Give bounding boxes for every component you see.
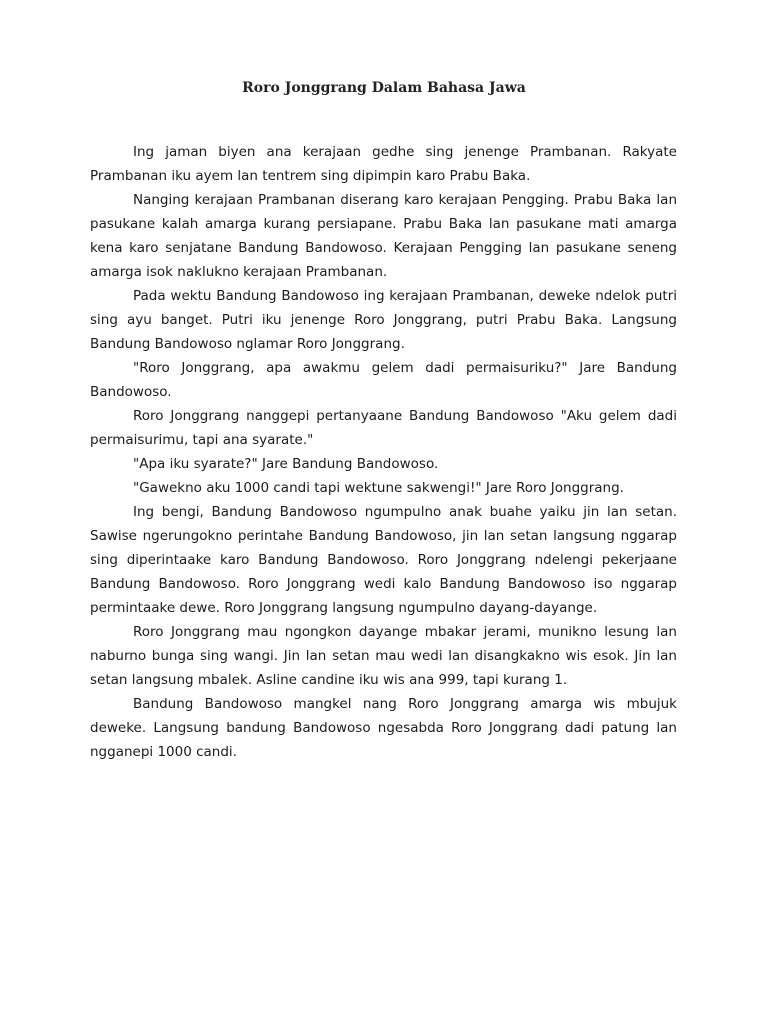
paragraph: Roro Jonggrang mau ngongkon dayange mbakar jerami, munikno lesung lan naburno bunga sing wangi. Jin lan setan mau wedi lan disangkakno wis esok. Jin lan setan langsung mbalek. Asline candine iku wis ana 999, tapi kurang 1.	[90, 624, 677, 688]
paragraph: Ing bengi, Bandung Bandowoso ngumpulno anak buahe yaiku jin lan setan. Sawise ngerungokno perintahe Bandung Bandowoso, jin lan setan langsung nggarap sing diperintaake karo Bandung Bandowoso. Roro Jonggrang ndelengi pekerjaane Bandung Bandowoso. Roro Jonggrang wedi kalo Bandung Bandowoso iso nggarap permintaake dewe. Roro Jonggrang langsung ngumpulno dayang-dayange.	[90, 504, 677, 616]
paragraph: "Gawekno aku 1000 candi tapi wektune sakwengi!" Jare Roro Jonggrang.	[133, 480, 624, 496]
paragraph: Pada wektu Bandung Bandowoso ing kerajaan Prambanan, deweke ndelok putri sing ayu banget. Putri iku jenenge Roro Jonggrang, putri Prabu Baka. Langsung Bandung Bandowoso nglamar Roro Jonggrang.	[90, 288, 677, 352]
paragraph: Bandung Bandowoso mangkel nang Roro Jonggrang amarga wis mbujuk deweke. Langsung bandung Bandowoso ngesabda Roro Jonggrang dadi patung lan ngganepi 1000 candi.	[90, 696, 677, 760]
document-body	[90, 140, 677, 764]
paragraph: Nanging kerajaan Prambanan diserang karo kerajaan Pengging. Prabu Baka lan pasukane kalah amarga kurang persiapane. Prabu Baka lan pasukane mati amarga kena karo senjatane Bandung Bandowoso. Kerajaan Pengging lan pasukane seneng amarga isok naklukno kerajaan Prambanan.	[90, 192, 677, 280]
paragraph: Ing jaman biyen ana kerajaan gedhe sing jenenge Prambanan. Rakyate Prambanan iku ayem lan tentrem sing dipimpin karo Prabu Baka.	[90, 144, 677, 184]
paragraph: "Apa iku syarate?" Jare Bandung Bandowoso.	[133, 456, 439, 472]
paragraph: Roro Jonggrang nanggepi pertanyaane Bandung Bandowoso "Aku gelem dadi permaisurimu, tapi ana syarate."	[90, 408, 677, 448]
paragraph: "Roro Jonggrang, apa awakmu gelem dadi permaisuriku?" Jare Bandung Bandowoso.	[90, 360, 677, 400]
document-title: Roro Jonggrang Dalam Bahasa Jawa	[242, 80, 526, 96]
